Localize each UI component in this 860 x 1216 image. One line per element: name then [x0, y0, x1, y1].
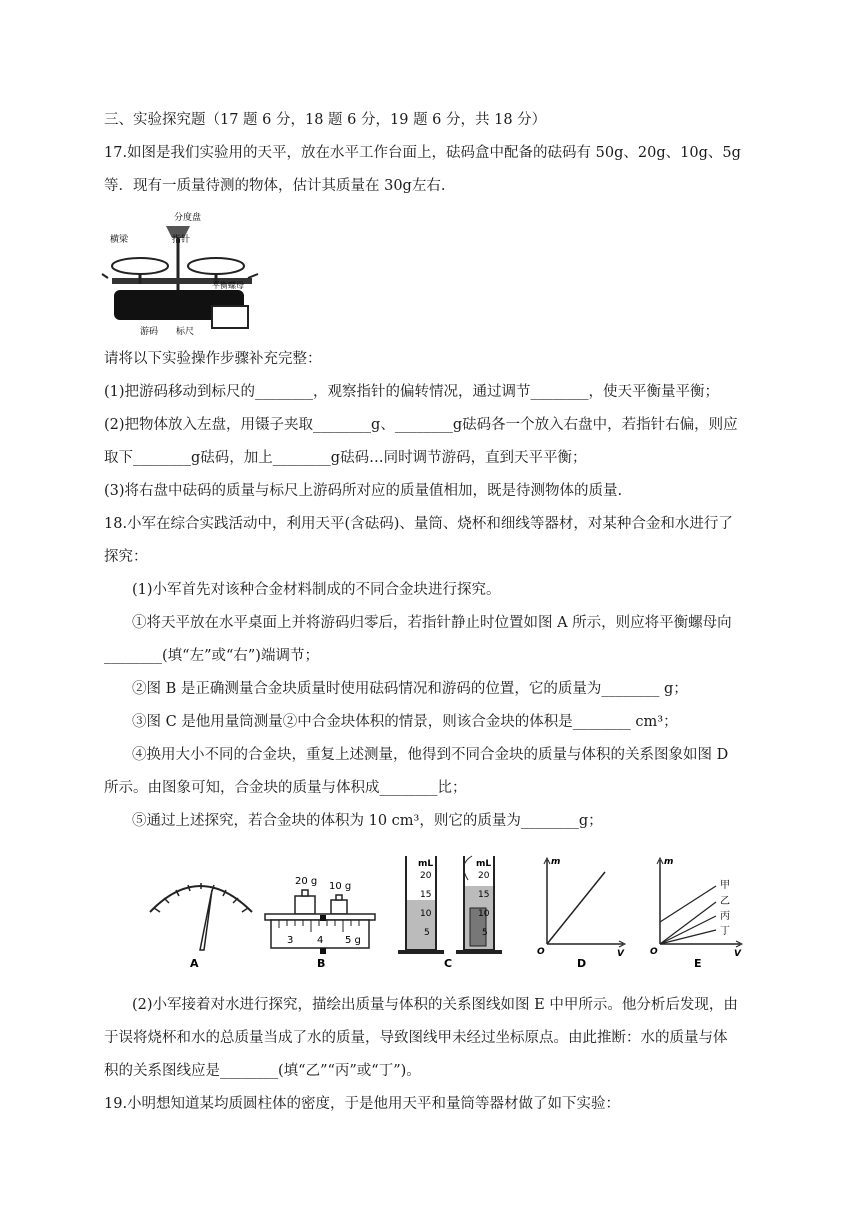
q18-item1b: ________(填“左”或“右”)端调节； — [104, 648, 319, 664]
q18-item1a: ①将天平放在水平桌面上并将游码归零后，若指针静止时位置如图 A 所示，则应将平衡螺母向 — [132, 615, 732, 631]
fig17-label-hengliang: 横梁 — [110, 235, 129, 245]
figure-c-left-tick-10: 10 — [420, 909, 432, 919]
figure-c-left-tick-5: 5 — [424, 928, 430, 938]
figure-b-tick-3: 3 — [287, 935, 294, 946]
figure-c-label: C — [444, 957, 453, 970]
figure-a-label: A — [190, 957, 199, 970]
figure-e-label: E — [694, 957, 702, 970]
q18-item3: ③图 C 是他用量筒测量②中合金块体积的情景，则该合金块的体积是________ cm³； — [132, 714, 678, 730]
q18-part1: (1)小军首先对该种合金材料制成的不同合金块进行探究。 — [132, 582, 501, 598]
fig17-label-pinghengluomu: 平衡螺母 — [212, 281, 244, 290]
figures-a-e — [140, 850, 750, 975]
figure-e-graph — [650, 857, 742, 970]
q18-line2: 探究： — [104, 549, 148, 565]
figure-e-line-bing: 丙 — [720, 911, 730, 922]
figure-b-tick-5g: 5 g — [345, 935, 361, 946]
q18-item4b: 所示。由图象可知，合金块的质量与体积成________比； — [104, 780, 467, 796]
section-title: 三、实验探究题（17 题 6 分，18 题 6 分，19 题 6 分，共 18 分） — [104, 112, 547, 128]
figure-a-dial — [150, 883, 252, 970]
figure-c-right-tick-10: 10 — [478, 909, 490, 919]
figure-d-x-axis: V — [617, 949, 624, 959]
q17-line2: 等．现有一质量待测的物体，估计其质量在 30g左右. — [104, 178, 446, 194]
q17-step3: (3)将右盘中砝码的质量与标尺上游码所对应的质量值相加，既是待测物体的质量. — [104, 483, 623, 499]
figure-e-x-axis: V — [734, 949, 741, 959]
figure-d-graph — [537, 857, 625, 970]
fig17-label-youma: 游码 — [140, 327, 159, 337]
figure-b-label: B — [317, 957, 326, 970]
q17-step1: (1)把游码移动到标尺的________，观察指针的偏转情况，通过调节________，使天平衡量平衡； — [104, 384, 720, 400]
figure-c-right-tick-5: 5 — [482, 928, 488, 938]
figure-b-tick-4: 4 — [317, 935, 324, 946]
figure-e-line-ding: 丁 — [720, 926, 730, 937]
q17-instruction: 请将以下实验操作步骤补充完整： — [104, 351, 322, 367]
figure-b-weight-20g: 20 g — [295, 876, 318, 887]
fig17-label-fendupan: 分度盘 — [174, 213, 202, 223]
figure-c-right-tick-20: 20 — [478, 871, 490, 881]
figure-c-right-tick-15: 15 — [478, 890, 490, 900]
q18-line1: 18.小军在综合实践活动中，利用天平(含砝码)、量筒、烧杯和细线等器材，对某种合金和水进行了 — [104, 516, 733, 532]
fig17-label-biaochi: 标尺 — [176, 327, 195, 337]
figure-c-right-unit: mL — [476, 859, 492, 869]
figure-c-left-tick-15: 15 — [420, 890, 432, 900]
q17-line1: 17.如图是我们实验用的天平，放在水平工作台面上，砝码盒中配备的砝码有 50g、20g、10g、5g — [104, 145, 741, 161]
figure-d-label: D — [577, 957, 587, 970]
figure-c-cylinders — [398, 856, 502, 970]
figure-e-origin: O — [650, 947, 658, 957]
figure-d-origin: O — [537, 947, 545, 957]
q18-item4a: ④换用大小不同的合金块，重复上述测量，他得到不同合金块的质量与体积的关系图象如图 D — [132, 747, 729, 763]
q17-step2b: 取下________g砝码，加上________g砝码…同时调节游码，直到天平平衡； — [104, 450, 587, 466]
q18-item5: ⑤通过上述探究，若合金块的体积为 10 cm³，则它的质量为________g； — [132, 813, 603, 829]
q18-part2a: (2)小军接着对水进行探究，描绘出质量与体积的关系图线如图 E 中甲所示。他分析后发现，由 — [132, 997, 738, 1013]
figure-c-left-unit: mL — [418, 859, 434, 869]
fig17-label-zhizhen: 指针 — [172, 235, 191, 245]
q18-item2: ②图 B 是正确测量合金块质量时使用砝码情况和游码的位置，它的质量为________ g； — [132, 681, 688, 697]
q19-line1: 19.小明想知道某均质圆柱体的密度，于是他用天平和量筒等器材做了如下实验： — [104, 1096, 621, 1112]
figure-b-scale — [265, 876, 375, 970]
balance-figure — [100, 208, 260, 338]
q18-part2c: 积的关系图线应是________(填“乙”“丙”或“丁”)。 — [104, 1063, 421, 1079]
q18-part2b: 于误将烧杯和水的总质量当成了水的质量，导致图线甲未经过坐标原点。由此推断：水的质量与体 — [104, 1030, 728, 1046]
figure-e-line-yi: 乙 — [720, 896, 730, 907]
figure-c-left-tick-20: 20 — [420, 871, 432, 881]
figure-d-y-axis: m — [551, 857, 561, 867]
figure-b-weight-10g: 10 g — [329, 881, 352, 892]
figure-e-y-axis: m — [664, 857, 674, 867]
figure-e-line-jia: 甲 — [720, 880, 730, 891]
q17-step2a: (2)把物体放入左盘，用镊子夹取________g、________g砝码各一个放入右盘中，若指针右偏，则应 — [104, 417, 738, 433]
